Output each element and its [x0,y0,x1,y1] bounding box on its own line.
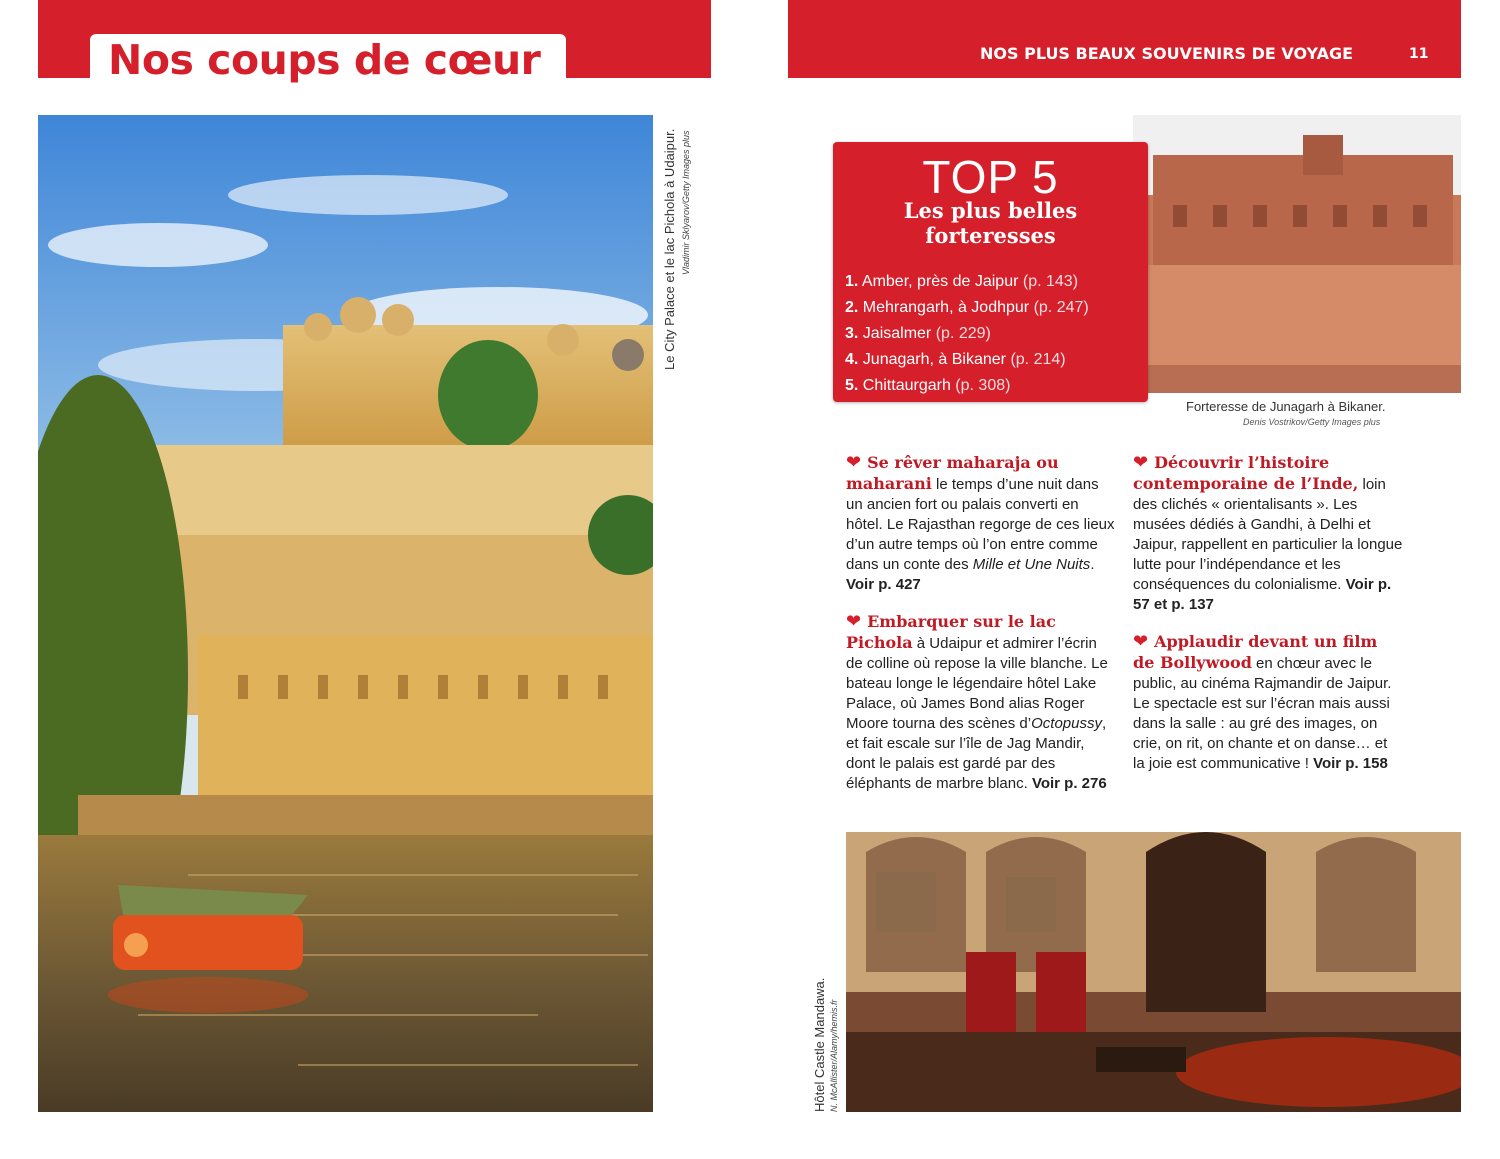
page-ref: Voir p. 427 [846,576,921,593]
top5-item: 1. Amber, près de Jaipur (p. 143) [845,273,1079,290]
main-photo-caption: Le City Palace et le lac Pichola à Udaipur. [662,128,677,370]
junagarh-fort-photo [1133,115,1461,393]
highlight-paragraph: ❤ Applaudir devant un film de Bollywood en chœur avec le public, au cinéma Rajmandir de Jaipur. Le spectacle est sur l’écran mais aussi dans la salle : au gré des images, on crie, on rit, on chante et on danse… et la joie est communicative ! Voir p. 158 [1133,631,1392,772]
running-header: NOS PLUS BEAUX SOUVENIRS DE VOYAGE [980,44,1354,63]
main-photo-credit: Vladimir Sklyarov/Getty Images plus [681,130,691,275]
heart-icon: ❤ [846,611,862,631]
highlight-paragraph: ❤ Découvrir l’histoire contemporaine de l’Inde, loin des clichés « orientalisants ». Les musées dédiés à Gandhi, à Delhi et Jaipur, rappellent en particulier la longue lutte pour l’indépendance et les conséquences du colonialisme. Voir p. 57 et p. 137 [1133,452,1403,613]
top5-list [845,269,1089,399]
page-ref: Voir p. 276 [1031,775,1107,792]
fort-photo-credit: Denis Vostrikov/Getty Images plus [1243,417,1381,427]
page-ref: Voir p. 158 [1313,755,1388,772]
page-number: 11 [1409,46,1429,62]
top5-item: 4. Junagarh, à Bikaner (p. 214) [845,351,1066,368]
heart-icon: ❤ [1133,452,1149,472]
highlights-column-right [1133,452,1403,790]
castle-mandawa-photo [846,832,1461,1112]
top5-subtitle-line2: forteresses [925,223,1056,248]
page-ref: Voir p. 57 et p. 137 [1133,576,1392,613]
right-header-band [788,0,1461,78]
top5-item: 3. Jaisalmer (p. 229) [845,325,991,342]
top5-subtitle-line1: Les plus belles [903,198,1078,223]
highlight-paragraph: ❤ Se rêver maharaja ou maharani le temps d’une nuit dans un ancien fort ou palais converti en hôtel. Le Rajasthan regorge de ces lieux d’un autre temps où l’on entre comme dans un conte des Mille et Une Nuits. Voir p. 427 [846,452,1115,593]
top5-subtitle [833,198,1148,248]
top5-title: TOP 5 [922,151,1059,203]
highlight-paragraph: ❤ Embarquer sur le lac Pichola à Udaipur et admirer l’écrin de colline où repose la ville blanche. Le bateau longe le légendaire hôtel Lake Palace, où James Bond alias Roger Moore tourna des scènes d’Octopussy, et fait escale sur l’île de Jag Mandir, dont le palais est gardé par des éléphants de marbre blanc. Voir p. 276 [846,611,1108,792]
highlights-column-left [846,452,1116,810]
top5-item: 5. Chittaurgarh (p. 308) [845,377,1011,394]
udaipur-photo [38,115,653,1112]
heart-icon: ❤ [846,452,862,472]
fort-photo-caption: Forteresse de Junagarh à Bikaner. [1186,399,1386,414]
top5-item: 2. Mehrangarh, à Jodhpur (p. 247) [845,299,1089,316]
page-title: Nos coups de cœur [108,36,541,84]
interior-photo-caption: Hôtel Castle Mandawa. [812,977,827,1112]
heart-icon: ❤ [1133,631,1149,651]
interior-photo-credit: N. McAllister/Alamy/hemis.fr [829,999,839,1112]
top5-box [833,142,1148,402]
